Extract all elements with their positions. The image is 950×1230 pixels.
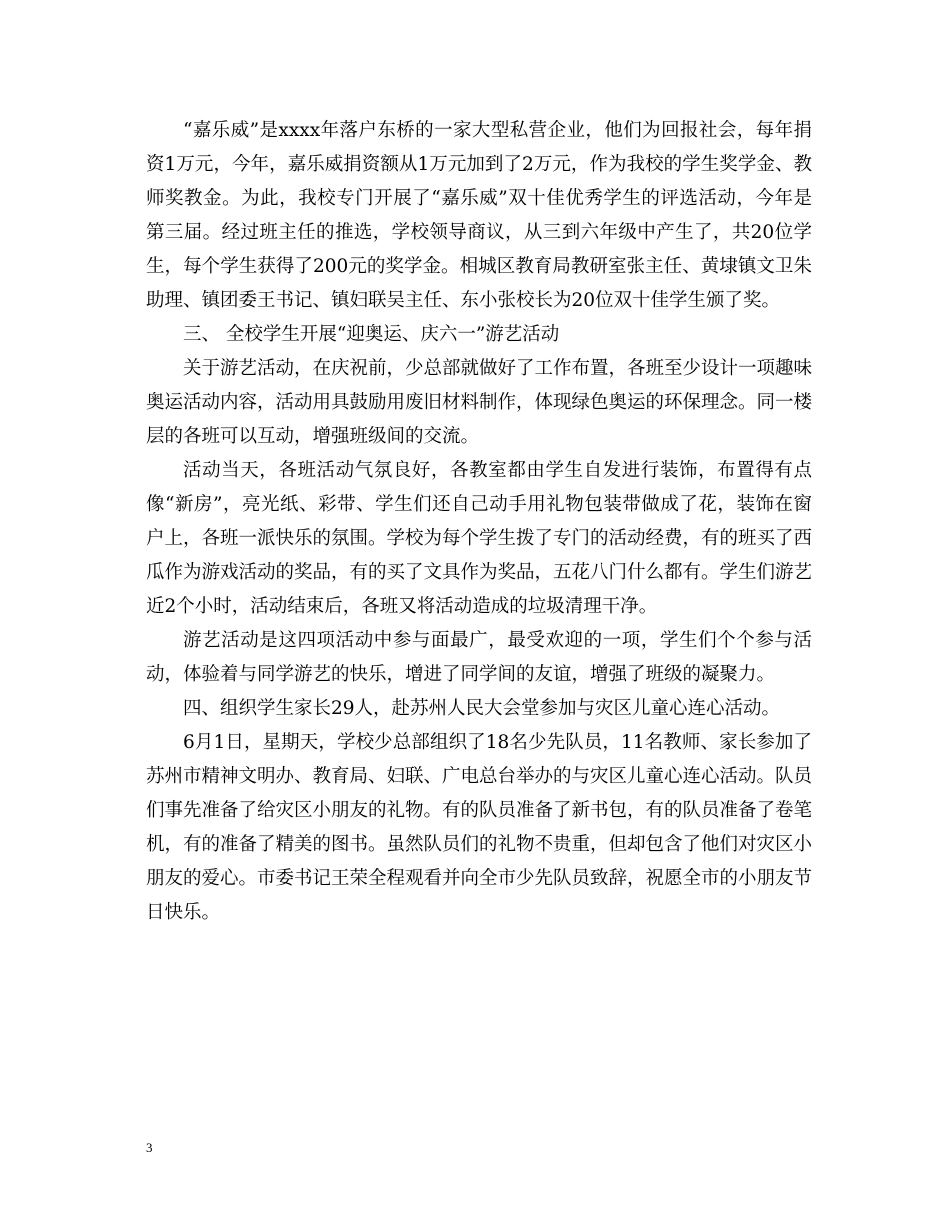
page-number: 3 [146,1140,153,1155]
section-heading-3: 三、 全校学生开展“迎奥运、庆六一”游艺活动 [183,324,560,345]
section-heading-4: 四、组织学生家长29人，赴苏州人民大会堂参加与灾区儿童心连心活动。 [183,698,781,719]
document-body [146,114,812,930]
paragraph-preparation: 关于游艺活动，在庆祝前，少总部就做好了工作布置，各班至少设计一项趣味奥运活动内容，活动用具鼓励用废旧材料制作，体现绿色奥运的环保理念。同一楼层的各班可以互动，增强班级间的交流。 [146,358,813,447]
paragraph-activity-day: 活动当天，各班活动气氛良好，各教室都由学生自发进行装饰，布置得有点像“新房”，亮光纸、彩带、学生们还自己动手用礼物包装带做成了花，装饰在窗户上，各班一派快乐的氛围。学校为每个学生拨了专门的活动经费，有的班买了西瓜作为游戏活动的奖品，有的买了文具作为奖品，五花八门什么都有。学生们游艺近2个小时，活动结束后，各班又将活动造成的垃圾清理干净。 [146,460,813,617]
paragraph-award: “嘉乐威”是xxxx年落户东桥的一家大型私营企业，他们为回报社会，每年捐资1万元，今年，嘉乐威捐资额从1万元加到了2万元，作为我校的学生奖学金、教师奖教金。为此，我校专门开展了“嘉乐威”双十佳优秀学生的评选活动，今年是第三届。经过班主任的推选，学校领导商议，从三到六年级中产生了，共20位学生，每个学生获得了200元的奖学金。相城区教育局教研室张主任、黄埭镇文卫朱助理、镇团委王书记、镇妇联吴主任、东小张校长为20位双十佳学生颁了奖。 [146,120,812,311]
paragraph-june-first: 6月1日，星期天，学校少总部组织了18名少先队员，11名教师、家长参加了苏州市精神文明办、教育局、妇联、广电总台举办的与灾区儿童心连心活动。队员们事先准备了给灾区小朋友的礼物。有的队员准备了新书包，有的队员准备了卷笔机，有的准备了精美的图书。虽然队员们的礼物不贵重，但却包含了他们对灾区小朋友的爱心。市委书记王荣全程观看并向全市少先队员致辞，祝愿全市的小朋友节日快乐。 [146,732,813,923]
paragraph-summary: 游艺活动是这四项活动中参与面最广，最受欢迎的一项，学生们个个参与活动，体验着与同学游艺的快乐，增进了同学间的友谊，增强了班级的凝聚力。 [146,630,812,685]
